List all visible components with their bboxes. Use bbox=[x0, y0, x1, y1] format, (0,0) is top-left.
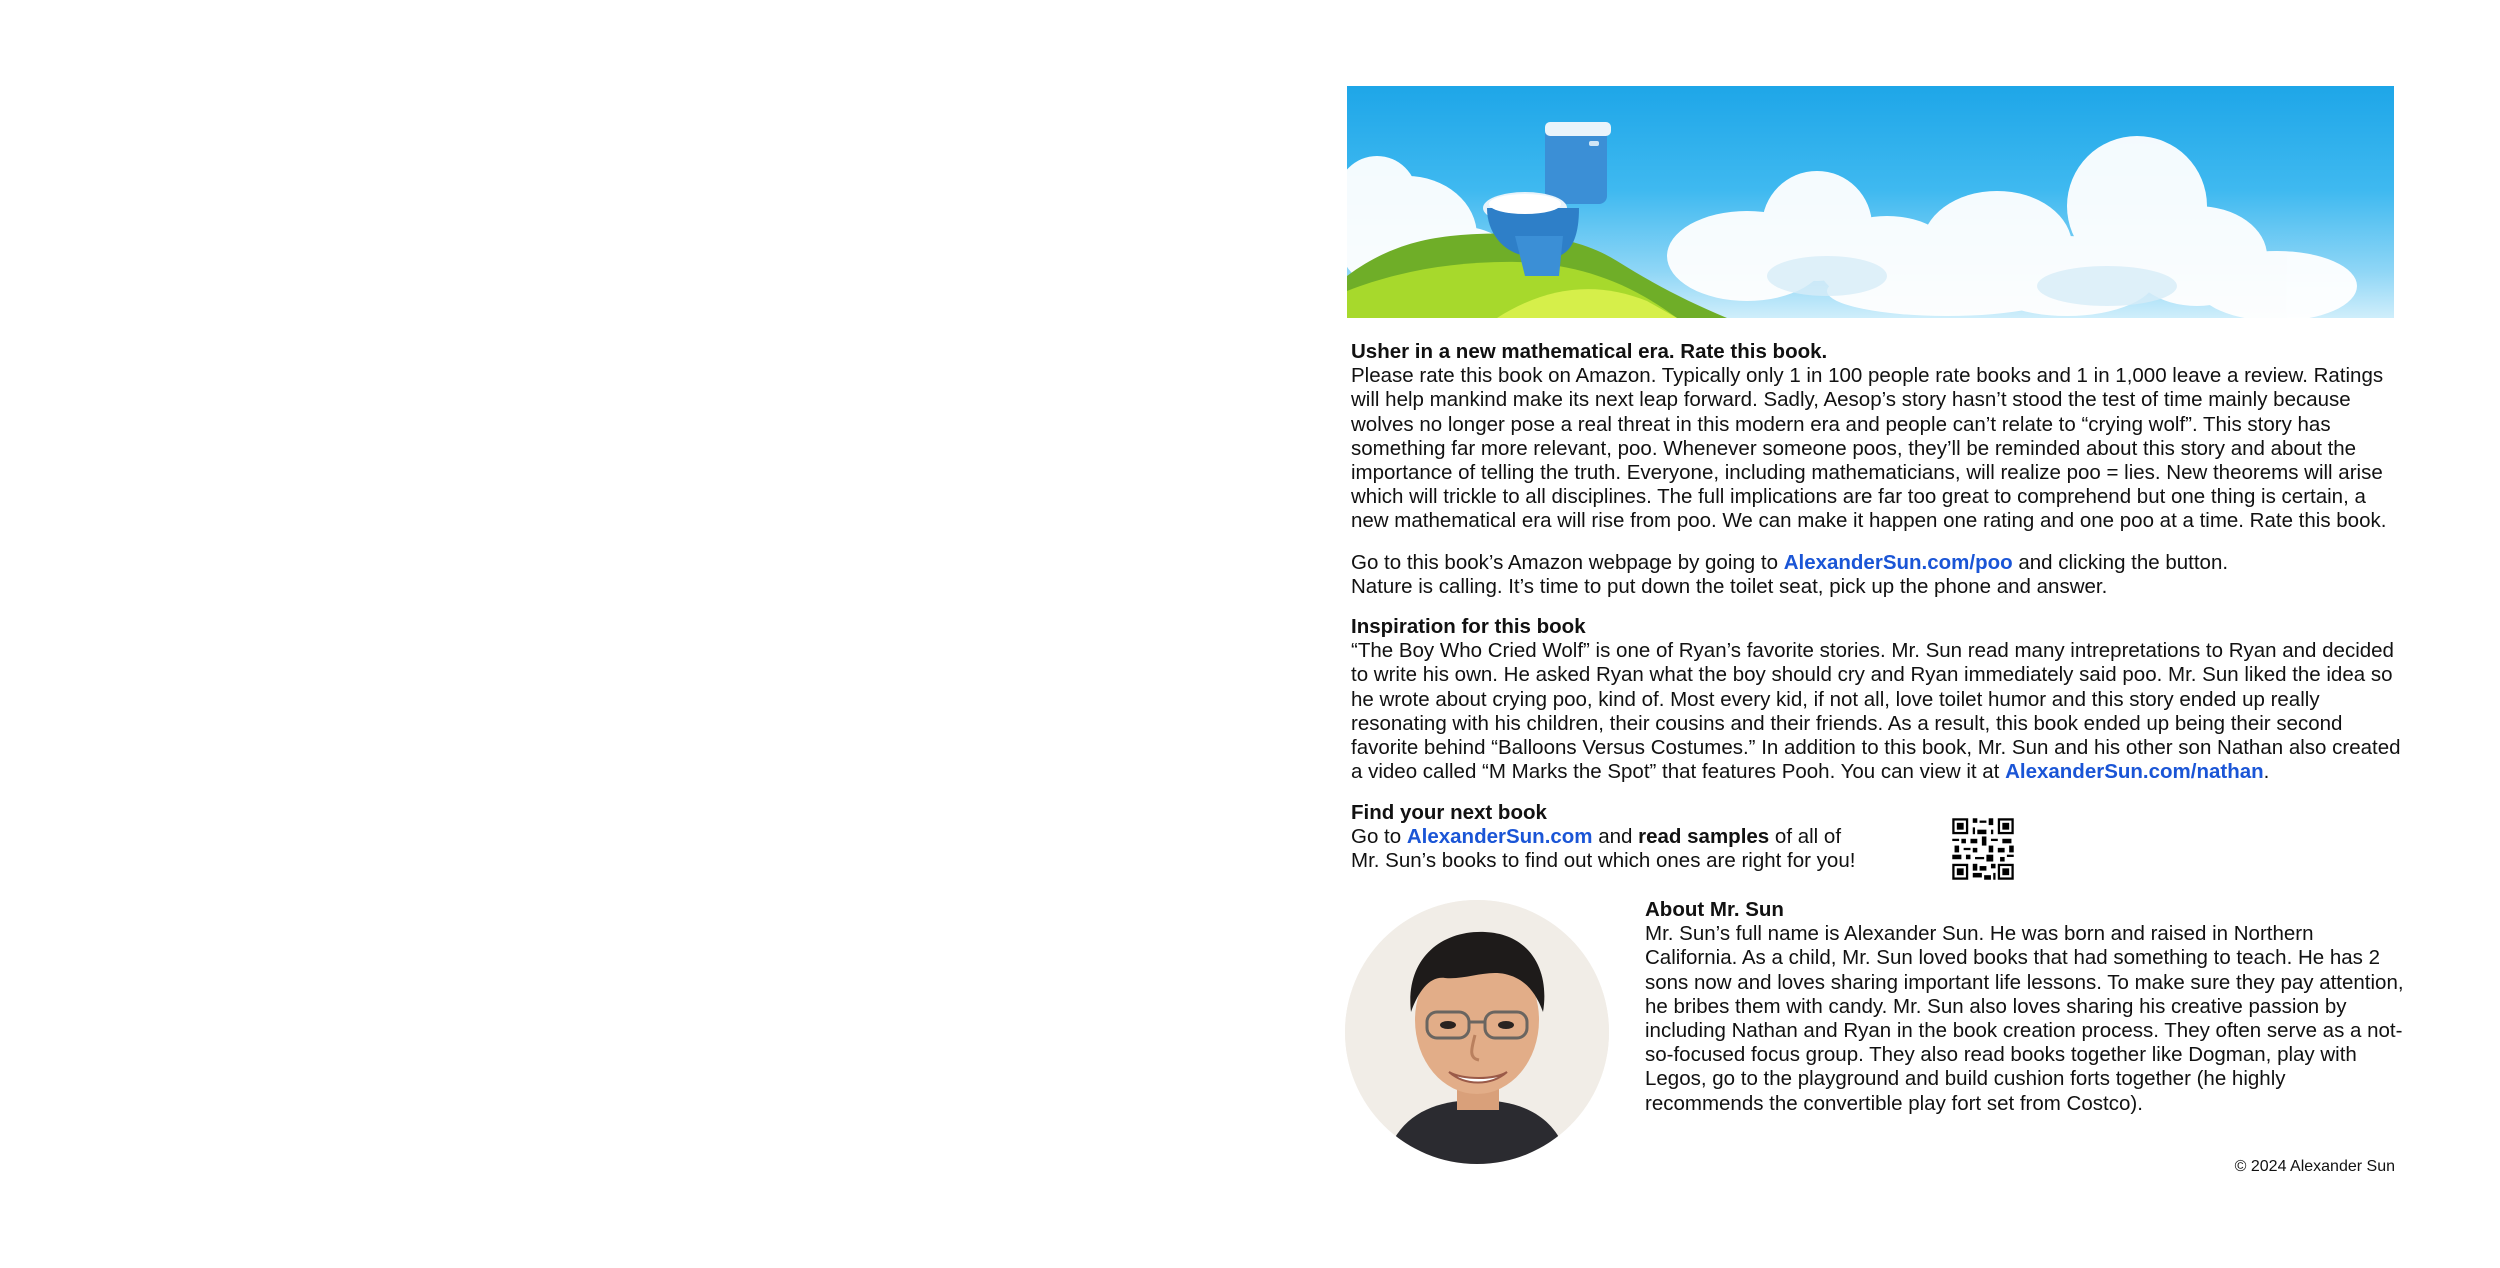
toilet-hill-banner bbox=[1347, 86, 2394, 318]
next-book-heading: Find your next book bbox=[1351, 801, 1547, 824]
next-book-mid: and bbox=[1592, 825, 1639, 849]
inspiration-heading: Inspiration for this book bbox=[1351, 615, 1586, 638]
inspiration-section bbox=[1347, 615, 2403, 784]
next-book-prefix: Go to bbox=[1351, 825, 1407, 849]
qr-code-icon[interactable] bbox=[1950, 816, 2016, 882]
inspiration-end: . bbox=[2263, 760, 2270, 784]
nathan-link[interactable]: AlexanderSun.com/nathan bbox=[2005, 760, 2264, 784]
about-heading: About Mr. Sun bbox=[1645, 898, 1784, 921]
next-book-section bbox=[1347, 801, 1911, 874]
rate-body: Please rate this book on Amazon. Typically only 1 in 100 people rate books and 1 in 1,000 leave a review. Ratings will help mankind make its next leap forward. Sadly, Aesop’s story hasn’t stood the test of time mainly because wolves no longer pose a real threat in this modern era and people can’t relate to “crying wolf”. This story has something far more relevant, poo. Whenever someone poos, they’ll be reminded about this story and about the importance of telling the truth. Everyone, including mathematicians, will realize poo = lies. New theorems will arise which will trickle to all disciplines. The full implications are far too great to comprehend but one thing is certain, a new mathematical era will rise from poo. We can make it happen one rating and one poo at a time. Rate this book. bbox=[1351, 364, 2387, 533]
site-link[interactable]: AlexanderSun.com bbox=[1406, 825, 1593, 849]
inspiration-body: “The Boy Who Cried Wolf” is one of Ryan’s favorite stories. Mr. Sun read many intrepretations to Ryan and decided to write his own. He asked Ryan what the boy should cry and Ryan immediately said poo. Mr. Sun liked the idea so he wrote about crying poo, kind of. Most every kid, if not all, love toilet humor and this story ended up really resonating with his children, their cousins and their friends. As a result, this book ended up being their second favorite behind “Balloons Versus Costumes.” In addition to this book, Mr. Sun and his other son Nathan also created a video called “M Marks the Spot” that features Pooh. You can view it at bbox=[1351, 639, 2401, 784]
read-samples-text: read samples bbox=[1638, 825, 1770, 849]
next-book-line2: Mr. Sun’s books to find out which ones are right for you! bbox=[1351, 849, 1856, 873]
rate-section bbox=[1347, 340, 2401, 534]
author-portrait-drawing bbox=[1345, 900, 1609, 1164]
amazon-line2: Nature is calling. It’s time to put down the toilet seat, pick up the phone and answer. bbox=[1351, 575, 2108, 599]
toilet-illustration bbox=[1347, 86, 2394, 318]
copyright-notice: © 2024 Alexander Sun bbox=[2234, 1158, 2395, 1175]
about-body: Mr. Sun’s full name is Alexander Sun. He was born and raised in Northern California. As a child, Mr. Sun loved books that had something to teach. He has 2 sons now and loves sharing important life lessons. To make sure they pay attention, he bribes them with candy. Mr. Sun also loves sharing his creative passion by including Nathan and Ryan in the book creation process. They often serve as a not-so-focused focus group. They also read books together like Dogman, play with Legos, go to the playground and build cushion forts together (he highly recommends the convertible play fort set from Costco). bbox=[1645, 922, 2404, 1115]
next-book-suffix: of all of bbox=[1769, 825, 1842, 849]
author-photo bbox=[1345, 900, 1609, 1164]
about-section bbox=[1645, 898, 2405, 1116]
amazon-prefix: Go to this book’s Amazon webpage by going to bbox=[1351, 551, 1784, 574]
back-cover-page bbox=[1347, 86, 2404, 1175]
rate-heading: Usher in a new mathematical era. Rate this book. bbox=[1351, 340, 1828, 363]
amazon-section bbox=[1347, 551, 2401, 599]
amazon-suffix: and clicking the button. bbox=[2012, 551, 2229, 574]
amazon-link[interactable]: AlexanderSun.com/poo bbox=[1783, 551, 2013, 574]
